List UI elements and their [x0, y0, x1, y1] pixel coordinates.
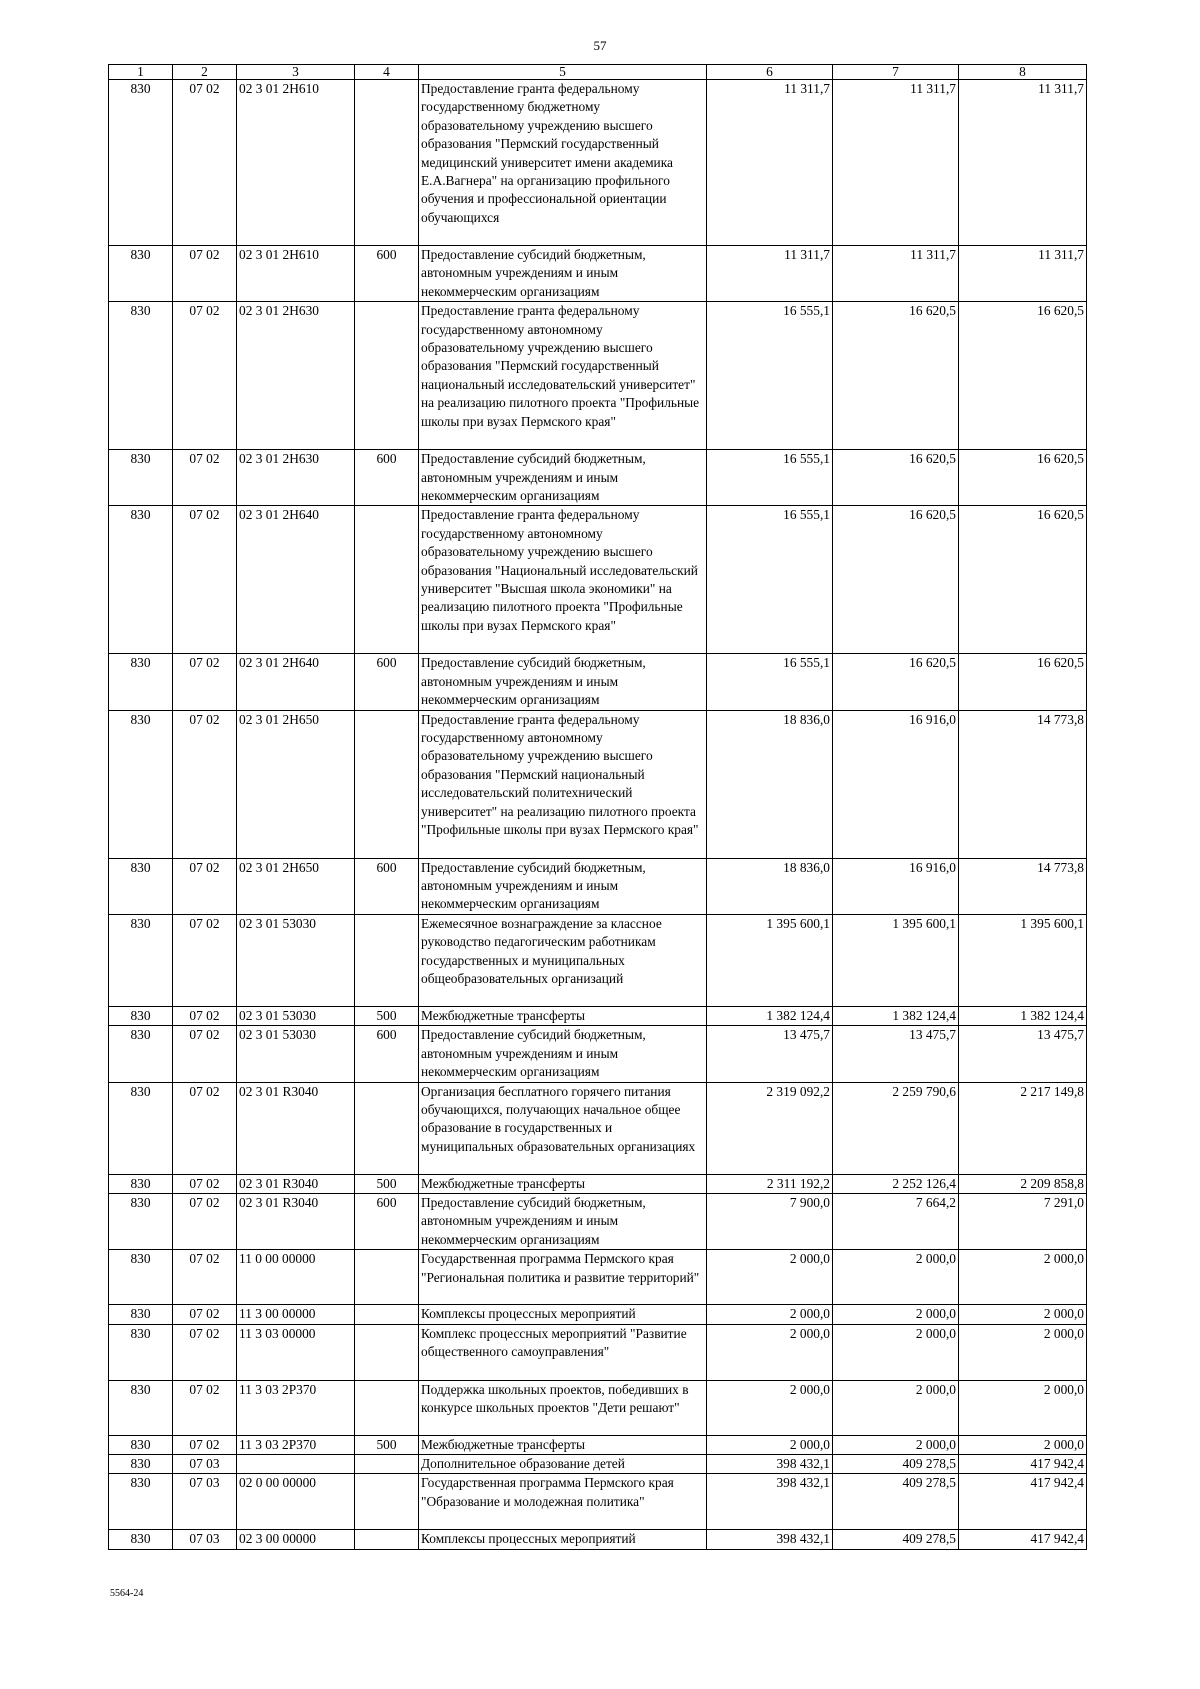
amount-year1-cell: 2 000,0: [707, 1250, 833, 1305]
amount-year2-cell: 16 620,5: [833, 506, 959, 654]
amount-year1-cell: 11 311,7: [707, 246, 833, 302]
target-article-cell: 02 3 01 53030: [237, 914, 355, 1006]
page-number: 57: [593, 38, 607, 53]
description-cell: Предоставление субсидий бюджетным, автономным учреждениям и иным некоммерческим организациям: [419, 450, 707, 506]
target-article-cell: 02 3 00 00000: [237, 1530, 355, 1549]
amount-year1-cell: 13 475,7: [707, 1026, 833, 1082]
table-row: [109, 710, 1087, 858]
section-code-cell: 07 02: [173, 1305, 237, 1324]
amount-year1-cell: 398 432,1: [707, 1530, 833, 1549]
amount-year2-cell: 2 000,0: [833, 1305, 959, 1324]
department-code-cell: 830: [109, 450, 173, 506]
target-article-cell: 02 3 01 2Н630: [237, 450, 355, 506]
table-row: [109, 302, 1087, 450]
description-cell: Межбюджетные трансферты: [419, 1435, 707, 1454]
section-code-cell: 07 03: [173, 1530, 237, 1549]
amount-year3-cell: 417 942,4: [959, 1474, 1087, 1530]
section-code-cell: 07 02: [173, 858, 237, 914]
amount-year2-cell: 1 382 124,4: [833, 1006, 959, 1025]
target-article-cell: 11 3 03 2Р370: [237, 1435, 355, 1454]
column-header: 4: [355, 65, 419, 80]
section-code-cell: 07 02: [173, 506, 237, 654]
amount-year1-cell: 398 432,1: [707, 1454, 833, 1473]
amount-year3-cell: 11 311,7: [959, 80, 1087, 246]
department-code-cell: 830: [109, 302, 173, 450]
target-article-cell: 02 3 01 R3040: [237, 1174, 355, 1193]
amount-year1-cell: 18 836,0: [707, 858, 833, 914]
description-cell: Поддержка школьных проектов, победивших в конкурсе школьных проектов "Дети решают": [419, 1380, 707, 1435]
description-cell: Предоставление субсидий бюджетным, автономным учреждениям и иным некоммерческим организациям: [419, 654, 707, 710]
amount-year3-cell: 2 000,0: [959, 1435, 1087, 1454]
column-header: 6: [707, 65, 833, 80]
amount-year3-cell: 11 311,7: [959, 246, 1087, 302]
expense-type-cell: [355, 1250, 419, 1305]
section-code-cell: 07 02: [173, 1174, 237, 1193]
footer-code: 5564-24: [110, 1588, 144, 1599]
amount-year3-cell: 1 382 124,4: [959, 1006, 1087, 1025]
department-code-cell: 830: [109, 914, 173, 1006]
target-article-cell: 02 3 01 2Н640: [237, 506, 355, 654]
amount-year3-cell: 417 942,4: [959, 1530, 1087, 1549]
table-row: [109, 1305, 1087, 1324]
section-code-cell: 07 02: [173, 1006, 237, 1025]
department-code-cell: 830: [109, 1082, 173, 1174]
amount-year2-cell: 7 664,2: [833, 1193, 959, 1249]
expense-type-cell: 500: [355, 1435, 419, 1454]
amount-year2-cell: 16 620,5: [833, 450, 959, 506]
expense-type-cell: 600: [355, 1026, 419, 1082]
table-row: [109, 246, 1087, 302]
amount-year3-cell: 2 000,0: [959, 1305, 1087, 1324]
description-cell: Предоставление субсидий бюджетным, автономным учреждениям и иным некоммерческим организациям: [419, 1026, 707, 1082]
expense-type-cell: [355, 1530, 419, 1549]
amount-year2-cell: 2 000,0: [833, 1324, 959, 1380]
amount-year1-cell: 7 900,0: [707, 1193, 833, 1249]
amount-year3-cell: 7 291,0: [959, 1193, 1087, 1249]
expense-type-cell: [355, 1474, 419, 1530]
amount-year1-cell: 11 311,7: [707, 80, 833, 246]
amount-year2-cell: 16 620,5: [833, 654, 959, 710]
amount-year1-cell: 18 836,0: [707, 710, 833, 858]
description-cell: Межбюджетные трансферты: [419, 1174, 707, 1193]
column-header: 3: [237, 65, 355, 80]
table-row: [109, 450, 1087, 506]
department-code-cell: 830: [109, 710, 173, 858]
description-cell: Комплекс процессных мероприятий "Развитие общественного самоуправления": [419, 1324, 707, 1380]
amount-year1-cell: 398 432,1: [707, 1474, 833, 1530]
section-code-cell: 07 02: [173, 1324, 237, 1380]
description-cell: Предоставление субсидий бюджетным, автономным учреждениям и иным некоммерческим организациям: [419, 858, 707, 914]
section-code-cell: 07 02: [173, 1082, 237, 1174]
expense-type-cell: [355, 1082, 419, 1174]
expense-type-cell: [355, 1324, 419, 1380]
expense-type-cell: [355, 1454, 419, 1473]
amount-year2-cell: 16 916,0: [833, 710, 959, 858]
department-code-cell: 830: [109, 1026, 173, 1082]
amount-year3-cell: 14 773,8: [959, 858, 1087, 914]
expense-type-cell: [355, 1305, 419, 1324]
department-code-cell: 830: [109, 1006, 173, 1025]
target-article-cell: 02 0 00 00000: [237, 1474, 355, 1530]
department-code-cell: 830: [109, 1435, 173, 1454]
section-code-cell: 07 02: [173, 1250, 237, 1305]
section-code-cell: 07 02: [173, 654, 237, 710]
section-code-cell: 07 02: [173, 246, 237, 302]
expense-type-cell: [355, 80, 419, 246]
amount-year1-cell: 1 395 600,1: [707, 914, 833, 1006]
target-article-cell: 02 3 01 2Н630: [237, 302, 355, 450]
budget-table: [108, 64, 1087, 1550]
amount-year1-cell: 2 000,0: [707, 1435, 833, 1454]
table-row: [109, 506, 1087, 654]
amount-year1-cell: 16 555,1: [707, 654, 833, 710]
table-row: [109, 1454, 1087, 1473]
amount-year3-cell: 16 620,5: [959, 302, 1087, 450]
amount-year1-cell: 2 311 192,2: [707, 1174, 833, 1193]
expense-type-cell: [355, 1380, 419, 1435]
table-row: [109, 1380, 1087, 1435]
amount-year3-cell: 16 620,5: [959, 450, 1087, 506]
expense-type-cell: [355, 302, 419, 450]
amount-year3-cell: 16 620,5: [959, 654, 1087, 710]
description-cell: Комплексы процессных мероприятий: [419, 1530, 707, 1549]
amount-year1-cell: 1 382 124,4: [707, 1006, 833, 1025]
target-article-cell: 11 0 00 00000: [237, 1250, 355, 1305]
description-cell: Предоставление субсидий бюджетным, автономным учреждениям и иным некоммерческим организациям: [419, 1193, 707, 1249]
amount-year2-cell: 1 395 600,1: [833, 914, 959, 1006]
section-code-cell: 07 02: [173, 1380, 237, 1435]
amount-year1-cell: 16 555,1: [707, 450, 833, 506]
amount-year3-cell: 1 395 600,1: [959, 914, 1087, 1006]
column-header: 5: [419, 65, 707, 80]
amount-year3-cell: 16 620,5: [959, 506, 1087, 654]
expense-type-cell: [355, 710, 419, 858]
target-article-cell: 11 3 03 00000: [237, 1324, 355, 1380]
target-article-cell: 02 3 01 2Н650: [237, 858, 355, 914]
table-row: [109, 1006, 1087, 1025]
target-article-cell: 02 3 01 R3040: [237, 1193, 355, 1249]
expense-type-cell: 600: [355, 1193, 419, 1249]
expense-type-cell: 500: [355, 1174, 419, 1193]
description-cell: Государственная программа Пермского края "Образование и молодежная политика": [419, 1474, 707, 1530]
section-code-cell: 07 02: [173, 1026, 237, 1082]
column-header: 8: [959, 65, 1087, 80]
table-row: [109, 654, 1087, 710]
amount-year2-cell: 409 278,5: [833, 1474, 959, 1530]
description-cell: Ежемесячное вознаграждение за классное руководство педагогическим работникам государственных и муниципальных общеобразовательных организаций: [419, 914, 707, 1006]
department-code-cell: 830: [109, 1530, 173, 1549]
target-article-cell: 02 3 01 2Н610: [237, 80, 355, 246]
description-cell: Государственная программа Пермского края "Региональная политика и развитие территорий": [419, 1250, 707, 1305]
amount-year3-cell: 417 942,4: [959, 1454, 1087, 1473]
department-code-cell: 830: [109, 1305, 173, 1324]
expense-type-cell: [355, 914, 419, 1006]
table-header-row: [109, 65, 1087, 80]
table-row: [109, 1435, 1087, 1454]
section-code-cell: 07 03: [173, 1474, 237, 1530]
department-code-cell: 830: [109, 1174, 173, 1193]
table-row: [109, 1082, 1087, 1174]
description-cell: Предоставление гранта федеральному государственному автономному образовательному учреждению высшего образования "Национальный исследовательский университет "Высшая школа экономики" на реализацию пилотного проекта "Профильные школы при вузах Пермского края": [419, 506, 707, 654]
amount-year3-cell: 2 000,0: [959, 1324, 1087, 1380]
amount-year2-cell: 2 252 126,4: [833, 1174, 959, 1193]
department-code-cell: 830: [109, 1474, 173, 1530]
amount-year1-cell: 2 319 092,2: [707, 1082, 833, 1174]
expense-type-cell: [355, 506, 419, 654]
amount-year1-cell: 16 555,1: [707, 506, 833, 654]
target-article-cell: 02 3 01 R3040: [237, 1082, 355, 1174]
amount-year3-cell: 2 000,0: [959, 1380, 1087, 1435]
section-code-cell: 07 02: [173, 1435, 237, 1454]
department-code-cell: 830: [109, 1193, 173, 1249]
section-code-cell: 07 02: [173, 1193, 237, 1249]
table-row: [109, 1193, 1087, 1249]
amount-year3-cell: 2 209 858,8: [959, 1174, 1087, 1193]
table-row: [109, 1324, 1087, 1380]
amount-year3-cell: 2 000,0: [959, 1250, 1087, 1305]
target-article-cell: 11 3 03 2Р370: [237, 1380, 355, 1435]
expense-type-cell: 600: [355, 450, 419, 506]
expense-type-cell: 600: [355, 654, 419, 710]
amount-year2-cell: 16 620,5: [833, 302, 959, 450]
description-cell: Дополнительное образование детей: [419, 1454, 707, 1473]
description-cell: Предоставление гранта федеральному государственному автономному образовательному учреждению высшего образования "Пермский государственный национальный исследовательский университет" на реализацию пилотного проекта "Профильные школы при вузах Пермского края": [419, 302, 707, 450]
description-cell: Предоставление гранта федеральному государственному бюджетному образовательному учреждению высшего образования "Пермский государственный медицинский университет имени академика Е.А.Вагнера" на организацию профильного обучения и профессиональной ориентации обучающихся: [419, 80, 707, 246]
section-code-cell: 07 02: [173, 914, 237, 1006]
section-code-cell: 07 03: [173, 1454, 237, 1473]
department-code-cell: 830: [109, 1454, 173, 1473]
target-article-cell: 02 3 01 53030: [237, 1026, 355, 1082]
column-header: 7: [833, 65, 959, 80]
department-code-cell: 830: [109, 246, 173, 302]
table-row: [109, 1530, 1087, 1549]
amount-year2-cell: 409 278,5: [833, 1530, 959, 1549]
target-article-cell: [237, 1454, 355, 1473]
department-code-cell: 830: [109, 654, 173, 710]
department-code-cell: 830: [109, 858, 173, 914]
amount-year3-cell: 2 217 149,8: [959, 1082, 1087, 1174]
amount-year3-cell: 13 475,7: [959, 1026, 1087, 1082]
table-row: [109, 1474, 1087, 1530]
table-row: [109, 1174, 1087, 1193]
description-cell: Комплексы процессных мероприятий: [419, 1305, 707, 1324]
amount-year1-cell: 2 000,0: [707, 1305, 833, 1324]
amount-year2-cell: 11 311,7: [833, 80, 959, 246]
target-article-cell: 02 3 01 2Н610: [237, 246, 355, 302]
department-code-cell: 830: [109, 1324, 173, 1380]
target-article-cell: 02 3 01 53030: [237, 1006, 355, 1025]
amount-year1-cell: 2 000,0: [707, 1324, 833, 1380]
amount-year2-cell: 409 278,5: [833, 1454, 959, 1473]
department-code-cell: 830: [109, 80, 173, 246]
table-row: [109, 80, 1087, 246]
expense-type-cell: 600: [355, 246, 419, 302]
expense-type-cell: 500: [355, 1006, 419, 1025]
amount-year2-cell: 2 000,0: [833, 1250, 959, 1305]
amount-year2-cell: 13 475,7: [833, 1026, 959, 1082]
amount-year2-cell: 2 000,0: [833, 1435, 959, 1454]
section-code-cell: 07 02: [173, 710, 237, 858]
table-row: [109, 914, 1087, 1006]
section-code-cell: 07 02: [173, 450, 237, 506]
amount-year2-cell: 11 311,7: [833, 246, 959, 302]
department-code-cell: 830: [109, 506, 173, 654]
description-cell: Межбюджетные трансферты: [419, 1006, 707, 1025]
section-code-cell: 07 02: [173, 302, 237, 450]
table-row: [109, 1026, 1087, 1082]
amount-year1-cell: 16 555,1: [707, 302, 833, 450]
expense-type-cell: 600: [355, 858, 419, 914]
description-cell: Организация бесплатного горячего питания обучающихся, получающих начальное общее образование в государственных и муниципальных образовательных организациях: [419, 1082, 707, 1174]
target-article-cell: 02 3 01 2Н650: [237, 710, 355, 858]
amount-year2-cell: 2 000,0: [833, 1380, 959, 1435]
description-cell: Предоставление гранта федеральному государственному автономному образовательному учреждению высшего образования "Пермский национальный исследовательский политехнический университет" на реализацию пилотного проекта "Профильные школы при вузах Пермского края": [419, 710, 707, 858]
description-cell: Предоставление субсидий бюджетным, автономным учреждениям и иным некоммерческим организациям: [419, 246, 707, 302]
amount-year3-cell: 14 773,8: [959, 710, 1087, 858]
amount-year2-cell: 16 916,0: [833, 858, 959, 914]
target-article-cell: 02 3 01 2Н640: [237, 654, 355, 710]
column-header: 1: [109, 65, 173, 80]
amount-year1-cell: 2 000,0: [707, 1380, 833, 1435]
department-code-cell: 830: [109, 1250, 173, 1305]
amount-year2-cell: 2 259 790,6: [833, 1082, 959, 1174]
section-code-cell: 07 02: [173, 80, 237, 246]
table-row: [109, 1250, 1087, 1305]
column-header: 2: [173, 65, 237, 80]
department-code-cell: 830: [109, 1380, 173, 1435]
target-article-cell: 11 3 00 00000: [237, 1305, 355, 1324]
table-body: [109, 80, 1087, 1550]
table-row: [109, 858, 1087, 914]
